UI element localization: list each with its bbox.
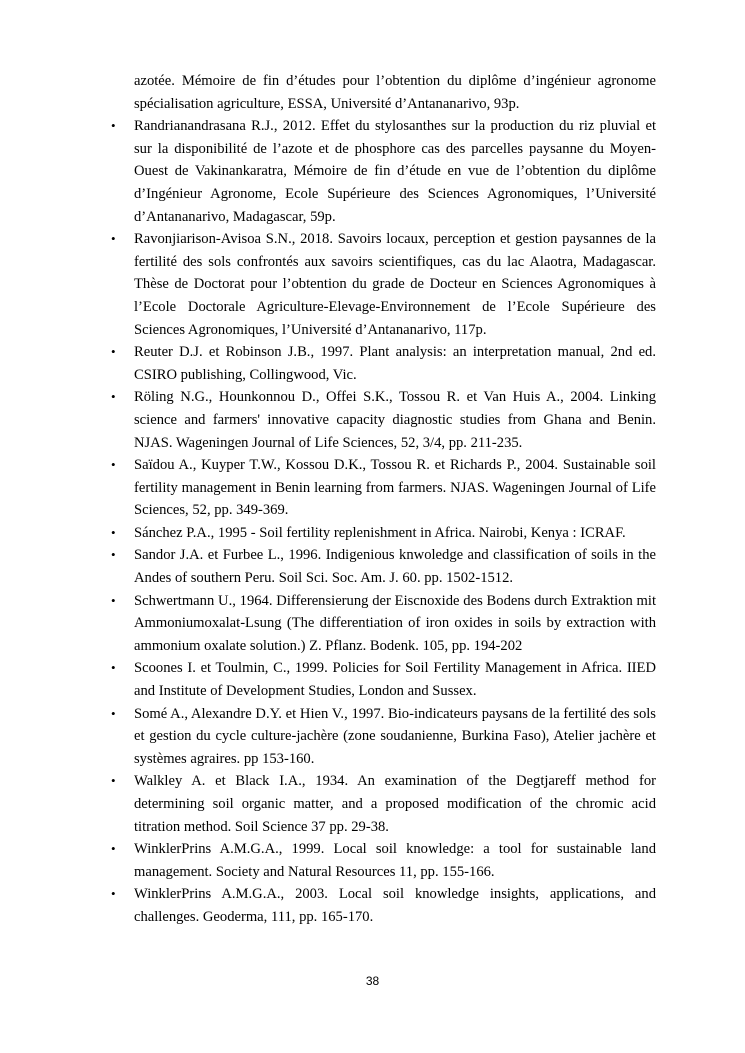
reference-text: Somé A., Alexandre D.Y. et Hien V., 1997. Bio-indicateurs paysans de la fertilité des sols et gestion du cycle culture-jachère (zone soudanienne, Burkina Faso), Atelier jachère et systèmes agraires. pp 153-160. — [134, 705, 656, 767]
reference-item — [111, 115, 656, 228]
reference-item — [111, 657, 656, 702]
reference-item — [111, 590, 656, 658]
reference-item — [111, 703, 656, 771]
reference-text: Saïdou A., Kuyper T.W., Kossou D.K., Tossou R. et Richards P., 2004. Sustainable soil fertility management in Benin learning from farmers. NJAS. Wageningen Journal of Life Sciences, 52, pp. 349-369. — [134, 457, 656, 519]
bullet: • — [111, 389, 116, 405]
bullet: • — [111, 886, 116, 902]
reference-item — [111, 341, 656, 386]
bullet: • — [111, 524, 116, 540]
reference-item — [111, 770, 656, 838]
reference-text: Sánchez P.A., 1995 - Soil fertility replenishment in Africa. Nairobi, Kenya : ICRAF. — [134, 524, 626, 541]
reference-text: Randrianandrasana R.J., 2012. Effet du stylosanthes sur la production du riz pluvial et sur la disponibilité de l’azote et de phosphore cas des parcelles paysanne du Moyen-Ouest de Vakinankaratra, Mémoire de fin d’étude en vue de l’obtention du diplôme d’Ingénieur Agronome, Ecole Supérieure des Sciences Agronomiques, l’Université d’Antananarivo, Madagascar, 59p. — [134, 118, 656, 225]
bullet: • — [111, 773, 116, 789]
reference-text: WinklerPrins A.M.G.A., 2003. Local soil knowledge insights, applications, and challenges. Geoderma, 111, pp. 165-170. — [134, 886, 656, 925]
reference-item — [111, 544, 656, 589]
bullet: • — [111, 118, 116, 134]
reference-item — [111, 70, 656, 115]
bullet: • — [111, 841, 116, 857]
reference-text: Sandor J.A. et Furbee L., 1996. Indigenious knwoledge and classification of soils in the Andes of southern Peru. Soil Sci. Soc. Am. J. 60. pp. 1502-1512. — [134, 547, 656, 587]
reference-item — [111, 386, 656, 454]
reference-item — [111, 883, 656, 928]
page-number: 38 — [365, 974, 380, 988]
bullet: • — [111, 592, 116, 608]
bullet: • — [111, 457, 116, 473]
reference-text: Reuter D.J. et Robinson J.B., 1997. Plant analysis: an interpretation manual, 2nd ed. CSIRO publishing, Collingwood, Vic. — [134, 344, 656, 383]
reference-item — [111, 454, 656, 522]
bullet: • — [111, 344, 116, 360]
reference-item — [111, 838, 656, 883]
reference-text: WinklerPrins A.M.G.A., 1999. Local soil knowledge: a tool for sustainable land management. Society and Natural Resources 11, pp. 155-166. — [134, 841, 656, 880]
reference-text: Scoones I. et Toulmin, C., 1999. Policies for Soil Fertility Management in Africa. IIED and Institute of Development Studies, London and Sussex. — [134, 660, 656, 700]
bullet: • — [111, 660, 116, 676]
reference-text: Ravonjiarison-Avisoa S.N., 2018. Savoirs locaux, perception et gestion paysannes de la fertilité des sols confrontés aux savoirs scientifiques, cas du lac Alaotra, Madagascar. Thèse de Doctorat pour l’obtention du grade de Docteur en Sciences Agronomiques à l’Ecole Doctorale Agriculture-Elevage-Environnement de l’Ecole Supérieure des Sciences Agronomiques, l’Université d’Antananarivo, 117p. — [134, 231, 656, 338]
reference-item — [111, 228, 656, 341]
reference-text: Röling N.G., Hounkonnou D., Offei S.K., Tossou R. et Van Huis A., 2004. Linking science and farmers' innovative capacity diagnostic studies from Ghana and Benin. NJAS. Wageningen Journal of Life Sciences, 52, 3/4, pp. 211-235. — [134, 389, 656, 451]
reference-text: Walkley A. et Black I.A., 1934. An examination of the Degtjareff method for determining soil organic matter, and a proposed modification of the chromic acid titration method. Soil Science 37 pp. 29-38. — [134, 773, 656, 835]
bullet: • — [111, 705, 116, 721]
reference-text: Schwertmann U., 1964. Differensierung der Eiscnoxide des Bodens durch Extraktion mit Ammoniumoxalat-Lsung (The differentiation of iron oxides in soils by extraction with ammonium oxalate solution.) Z. Pflanz. Bodenk. 105, pp. 194-202 — [134, 592, 656, 654]
bullet: • — [111, 231, 116, 247]
reference-list — [111, 70, 656, 929]
bullet: • — [111, 547, 116, 563]
reference-text: azotée. Mémoire de fin d’études pour l’obtention du diplôme d’ingénieur agronome spécialisation agriculture, ESSA, Université d’Antananarivo, 93p. — [134, 73, 656, 112]
reference-item — [111, 522, 656, 545]
